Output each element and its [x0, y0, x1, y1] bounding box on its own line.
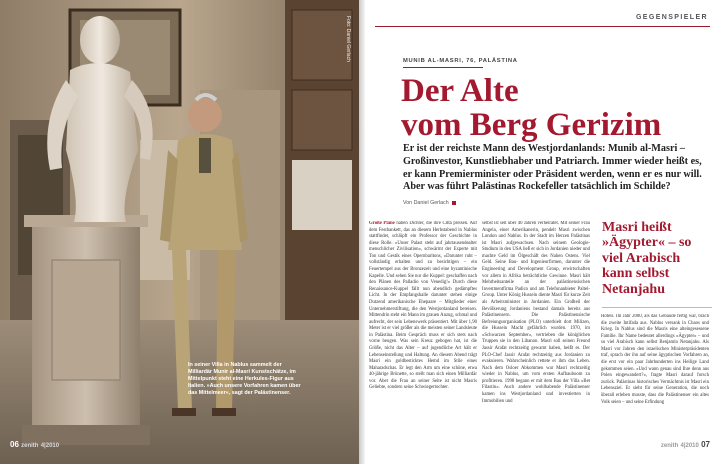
page-number-right: 07 [701, 440, 710, 449]
magazine-name-left: zenith [21, 443, 39, 449]
column-2-text: selbst ist seit über 40 Jahren verheiratet. Mit seiner Frau Angela, einer Amerikanerin, pendelt Masri zwischen London und Nablus. In der Stadt im Herzen Palästinas ist Masri aufgewachsen. Nach seinem Geologie-Studium in den USA ließ er sich in Jordanien nieder und machte Geld im Ölgeschäft des Nahen Ostens. Viel Geld. Seine Bau- und Ingenieurfirmen, darunter die Engineering and Development Group, erwirtschaften vor allem in Afrika beträchtliche Gewinne. Masri hält Mehrheitsanteile an der palästinensischen Investmentfirma Padico und am Telefonanbieter Paltel-Group. Unter König Hussein diente Masri für kurze Zeit als Arbeitsminister in Jordanien. Ein Großteil der Bevölkerung Jordaniens bestand damals bereits aus Palästinensern. Die Palästinensische Befreiungsorganisation (PLO) unterhielt dort Milizen, die Hussein Macht gefährlich wurden. 1970, im »Schwarzen September«, vertrieben die königlichen Truppen sie in den Libanon. Masri soll seinen Freund Jassir Arafat rechtzeitig gewarnt haben, heißt es. Der PLO-Chef Jassir Arafat rechtzeitig aus Jordanien zu evakuieren. Wahrscheinlich rettete er ihm das Leben. Nach dem Osloer Abkommen war Masri rechtzeitig wieder in Nablus, um vom ersten Aufbauboom zu profitieren. 1998 begann er mit dem Bau der Villa »Bet Filastin«. Auch andere wohlhabende Palästinenser kamen ins Westjordanland und investierten in Immobilien und [482, 221, 590, 404]
byline-square-icon [452, 201, 456, 205]
column-1-text: haben Dichter, die ihre Città preisen. Auf dem Festbankett, das an diesem Herbstabend in Nablus stattfindet, schlüpft ein Professor der Geschichte in diese Rolle. »Unser Palast steht auf jahrtausendealter menschlicher Zivilisation«, schwärmt der Experte mit Ton und Gestik eines Opernbaritons, »Darunter ruht – vollständig erhalten und zu besichtigen – ein Feuertempel aus der Bronzezeit und eine byzantinische Kapelle. Und sehen Sie nur die Kuppel: geschaffen nach den Plänen des Palladio von Venedig!« Durch diese Renaissance-Kuppel fällt nun abendlich gedämpftes Licht. In der Empfangshalle darunter stehen einige Dutzend amerikanische Ehepaare – Mitglieder einer Unternehmerstiftung, die den Westjordanland bereisen. Mittendrin steht ein Mann im grauen Anzug, schmal und aufrecht, der sein Lebenswerk präsentiert. Mit über 1,90 Meter ist er viel größer als die meisten seiner Landsleute in Palästina. Beim Gespräch muss er sich stets nach vorne beugen. Was sein Kreuz gebogen hat, ist die Größe, nicht das Alter – auf jugendliche Art hält er Lebenseinstellung und Haltung. An diesem Abend trägt Masri ein goldbesticktes Hemd im Stile eines Maharadschas. Er legt den Arm um eine schöne, etwa 40-jährige Brünette, so stellt man sich einen Milliardär vor. Aber die Frau an seiner Seite ist nicht Masris Geliebte, sondern seine Schwiegertochter. [369, 221, 477, 391]
article-column-1 [369, 221, 477, 443]
magazine-issue-left: 4|2010 [40, 443, 60, 449]
column-3-text: Hotels. Im Jahr 2000, als das Gebäude fertig war, brach die zweite Intifada aus. Nablus versank in Chaos und Krieg. In Nablus sind die Masris eine alteingesessene Familie. Ihr Name bedeutet allerdings »Ägypter« – und so viel Arabisch kann selbst Benjamin Netanjahu. Als Masri vor Jahren den israelischen Ministerpräsidenten traf, sprach der ihn auf seine ägyptischen Vorfahren an, die erst vor ein paar Jahrhunderten ins Heilige Land gekommen seien. »Und wann genau sind Ihre denn aus Polen eingewandert?«, fragte Masri darauf forsch zurück. Palästinas historisches Vermächtnis ist Masri ein Lebensziel. Er sieht für seine Generation, die noch überall erleben musste, dass die Palästinenser ein altes Volk seien – und seine Erfindung [601, 314, 709, 405]
section-label: GEGENSPIELER [635, 14, 708, 21]
magazine-issue-right: 4|2010 [680, 443, 699, 449]
lead-in: Große Pläne [369, 221, 395, 226]
photo-caption: In seiner Villa in Nablus sammelt der Milliardär Munir al-Masri Kunstschätze, im Mittelpunkt steht eine Herkules-Figur aus Italien. »Auch unsere Vorfahren kamen über das Mittelmeer«, sagt der Palästinenser. [188, 362, 301, 396]
folio-left [10, 440, 59, 449]
folio-right [661, 440, 710, 449]
headline-line-2: vom Berg Gerizim [401, 107, 662, 143]
magazine-name-right: zenith [660, 443, 679, 449]
pull-quote-rule [602, 307, 712, 308]
article-column-2 [482, 221, 590, 443]
page-number-left: 06 [10, 440, 19, 449]
section-rule [375, 26, 710, 27]
photo-credit: Foto: Daniel Gerlach [345, 16, 351, 62]
byline [403, 200, 456, 206]
pull-quote: Masri heißt »Ägypter« – so viel Arabisch kann selbst Netanjahu [602, 220, 692, 297]
article-deck: Er ist der reichste Mann des Westjordanlands: Munib al-Masri – Großinvestor, Kunstliebhaber und Patriarch. Immer wieder heißt es, er kann Premierminister oder Präsident werden, wenn er es nur will. Aber was führt Palästinas Rockefeller tatsächlich im Schilde? [403, 143, 702, 193]
right-page [365, 0, 720, 464]
kicker-rule [403, 67, 483, 68]
article-column-3 [601, 314, 709, 444]
byline-text: Von Daniel Gerlach [403, 200, 449, 206]
headline-line-1: Der Alte [401, 73, 519, 109]
article-headline [401, 74, 706, 142]
article-kicker: MUNIB AL-MASRI, 76, PALÄSTINA [403, 58, 518, 64]
